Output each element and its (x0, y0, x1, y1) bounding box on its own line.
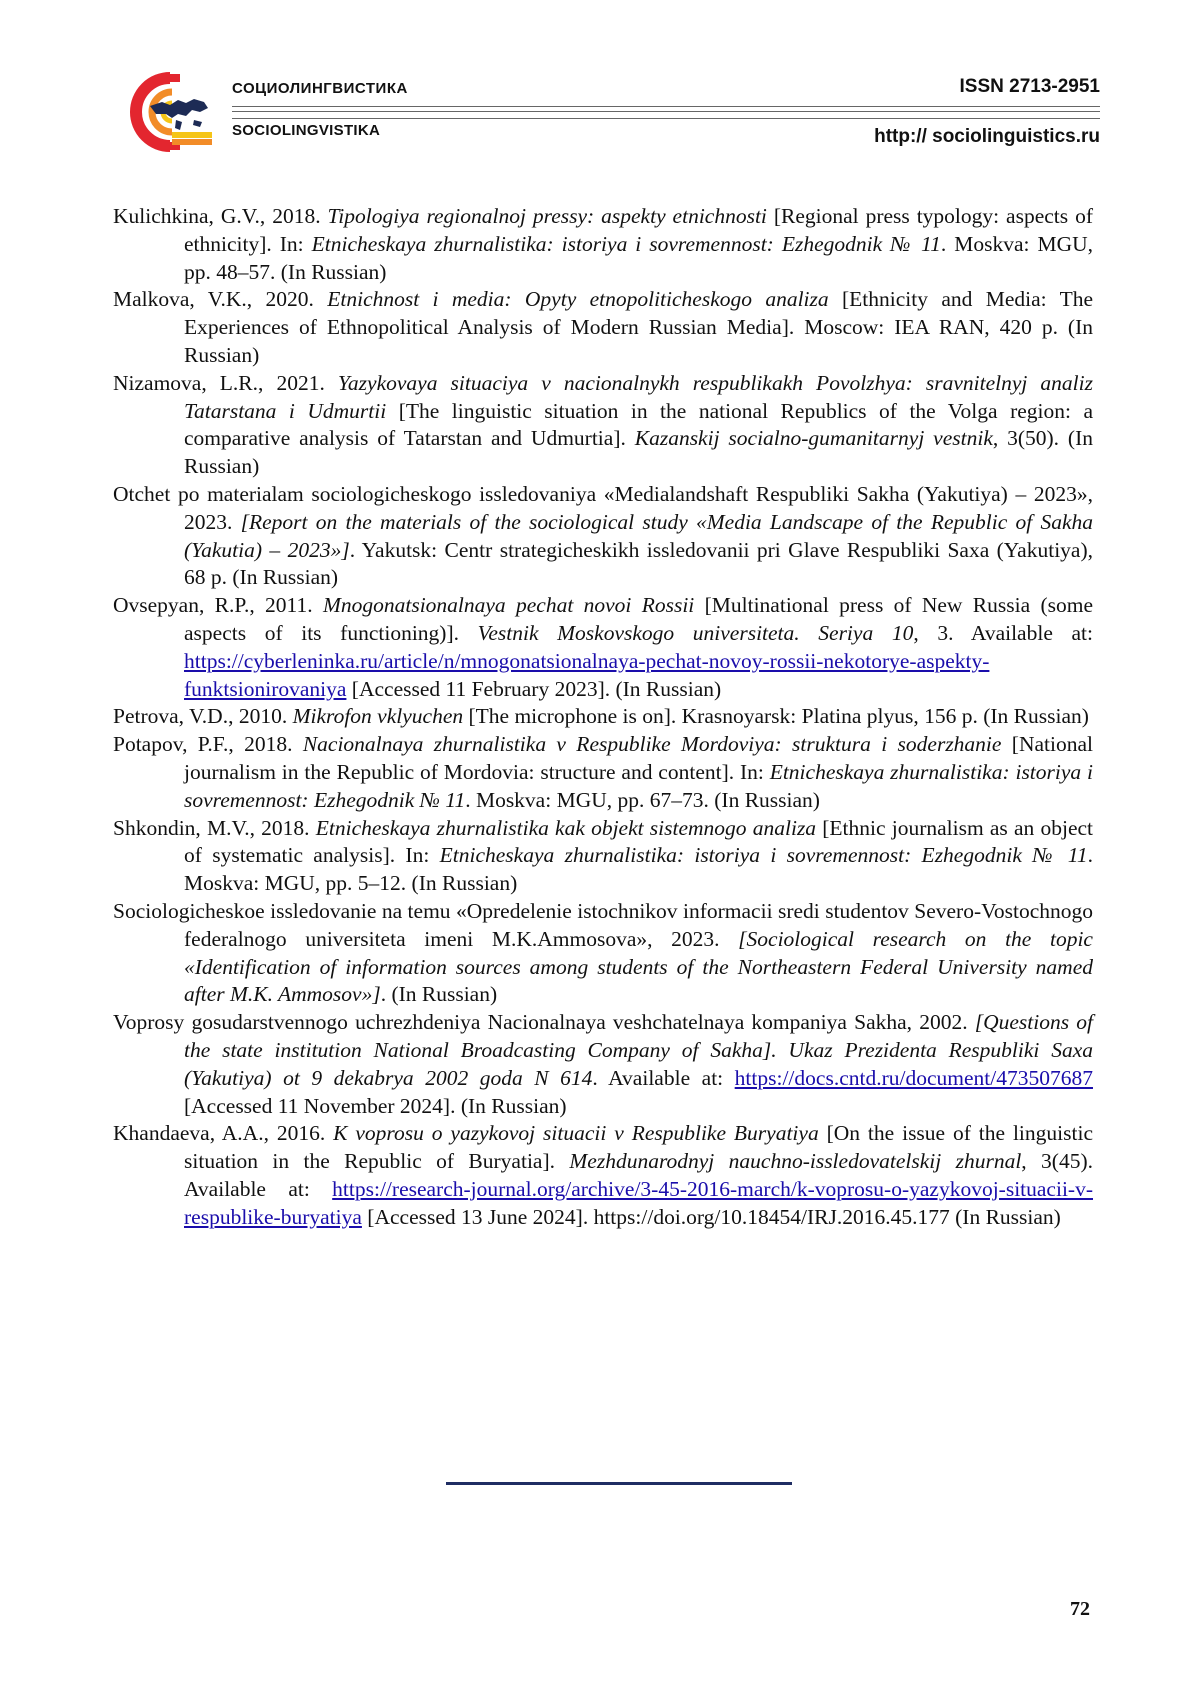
reference-text: . Available at: (592, 1065, 735, 1090)
reference-text: , 3. Available at: (913, 620, 1093, 645)
page-header (112, 72, 1100, 152)
reference-title-italic: Mnogonatsionalnaya pechat novoi Rossii (322, 593, 695, 618)
reference-title-italic: Vestnik Moskovskogo universiteta. Seriya 10 (477, 620, 914, 645)
reference-text: Nizamova, L.R., 2021. (113, 370, 338, 395)
end-divider (446, 1482, 792, 1485)
journal-title-russian: СОЦИОЛИНГВИСТИКА (232, 80, 408, 97)
reference-title-italic: Tipologiya regionalnoj pressy: aspekty etnichnosti (327, 204, 767, 228)
reference-text: , 3(50). (In Russian) (184, 426, 1093, 479)
reference-entry (113, 592, 1093, 703)
reference-title-italic: Etnicheskaya zhurnalistika kak objekt sistemnogo analiza (315, 815, 817, 840)
reference-text: Shkondin, M.V., 2018. (113, 815, 316, 840)
reference-title-italic: Etnicheskaya zhurnalistika: istoriya i sovremennost: Ezhegodnik № 11 (184, 759, 1093, 812)
reference-text: [Accessed 11 November 2024]. (In Russian) (184, 1093, 567, 1118)
reference-text: [Ethnicity and Media: The Experiences of Ethnopolitical Analysis of Modern Russian Media]. Moscow: IEA RAN, 420 p. (In Russian) (184, 287, 1093, 367)
reference-title-italic: K voprosu o yazykovoj situacii v Respublike Buryatiya (333, 1121, 819, 1146)
reference-text: [Accessed 11 February 2023]. (In Russian) (346, 676, 722, 701)
reference-text: . Moskva: MGU, pp. 67–73. (In Russian) (465, 787, 820, 812)
reference-text: . (In Russian) (380, 982, 498, 1007)
header-divider (232, 111, 1100, 112)
reference-text: , 3(45). Available at: (184, 1149, 1093, 1201)
reference-title-italic: [Report on the materials of the sociological study «Media Landscape of the Republic of Sakha (Yakutia) – 2023»] (184, 509, 1094, 562)
reference-title-italic: Yazykovaya situaciya v nacionalnykh respublikakh Povolzhya: sravnitelnyj analiz Tatarstana i Udmurtii (184, 370, 1093, 423)
header-divider (232, 118, 1100, 119)
reference-text: Otchet po materialam sociologicheskogo issledovaniya «Medialandshaft Respubliki Sakha (Yakutiya) – 2023», 2023. (113, 481, 1093, 534)
page-number: 72 (1070, 1598, 1090, 1620)
reference-text: Ovsepyan, R.P., 2011. (113, 593, 323, 618)
journal-title-english: SOCIOLINGVISTIKA (232, 122, 381, 139)
reference-link[interactable]: https://research-journal.org/archive/3-45-2016-march/k-voprosu-o-yazykovoj-situacii-v-respublike-buryatiya (184, 1176, 1093, 1229)
reference-text: [Regional press typology: aspects of ethnicity]. In: (184, 204, 1093, 256)
reference-title-italic: Etnichnost i media: Opyty etnopoliticheskogo analiza (327, 287, 829, 312)
reference-entry (113, 481, 1093, 592)
reference-entry (113, 898, 1093, 1009)
reference-text: Potapov, P.F., 2018. (113, 732, 303, 757)
reference-title-italic: Mezhdunarodnyj nauchno-issledovatelskij zhurnal (569, 1149, 1022, 1174)
journal-website: http:// sociolinguistics.ru (874, 126, 1100, 147)
reference-title-italic: Kazanskij socialno-gumanitarnyj vestnik (634, 426, 993, 451)
reference-text: . Moskva: MGU, pp. 5–12. (In Russian) (184, 843, 1094, 896)
reference-text: [The microphone is on]. Krasnoyarsk: Platina plyus, 156 p. (In Russian) (463, 704, 1089, 729)
reference-text: Voprosy gosudarstvennogo uchrezhdeniya Nacionalnaya veshchatelnaya kompaniya Sakha, 2002. (113, 1010, 975, 1035)
reference-text: Malkova, V.K., 2020. (113, 287, 328, 312)
reference-text: [Ethnic journalism as an object of systematic analysis]. In: (184, 815, 1093, 868)
reference-list (113, 203, 1093, 1231)
reference-text: . Yakutsk: Centr strategicheskikh issledovanii pri Glave Respubliki Saxa (Yakutiya), 68 p. (In Russian) (184, 537, 1093, 590)
reference-text: . Moskva: MGU, pp. 48–57. (In Russian) (184, 231, 1094, 284)
reference-link[interactable]: https://docs.cntd.ru/document/473507687 (734, 1065, 1093, 1090)
reference-entry (113, 286, 1093, 369)
reference-text: [The linguistic situation in the national Republics of the Volga region: a comparative analysis of Tatarstan and Udmurtia]. (184, 398, 1093, 451)
reference-entry (113, 203, 1093, 286)
reference-title-italic: Etnicheskaya zhurnalistika: istoriya i sovremennost: Ezhegodnik № 11 (311, 231, 941, 256)
reference-text: [On the issue of the linguistic situation in the Republic of Buryatia]. (184, 1121, 1093, 1174)
reference-text: Sociologicheskoe issledovanie na temu «Opredelenie istochnikov informacii sredi studentov Severo-Vostochnogo federalnogo universiteta imeni M.K.Ammosova», 2023. (113, 898, 1093, 951)
reference-text: [National journalism in the Republic of Mordovia: structure and content]. In: (184, 732, 1093, 784)
reference-title-italic: Mikrofon vklyuchen (292, 704, 464, 729)
reference-title-italic: [Sociological research on the topic «Identification of information sources among students of the Northeastern Federal University named after M.K. Ammosov»] (184, 926, 1093, 1007)
reference-entry (113, 815, 1093, 898)
reference-link[interactable]: https://cyberleninka.ru/article/n/mnogonatsionalnaya-pechat-novoy-rossii-nekotorye-aspekty-funktsionirovaniya (184, 648, 990, 701)
reference-title-italic: Nacionalnaya zhurnalistika v Respublike Mordoviya: struktura i soderzhanie (302, 732, 1002, 757)
reference-entry (113, 370, 1093, 481)
reference-title-italic: [Questions of the state institution National Broadcasting Company of Sakha]. Ukaz Prezidenta Respubliki Saxa (Yakutiya) ot 9 dekabrya 2002 goda N 614 (184, 1010, 1093, 1090)
header-divider (232, 106, 1100, 107)
reference-text: [Accessed 13 June 2024]. https://doi.org/10.18454/IRJ.2016.45.177 (In Russian) (361, 1204, 1061, 1229)
reference-text: Khandaeva, A.A., 2016. (113, 1121, 334, 1146)
issn-number: ISSN 2713-2951 (959, 76, 1100, 97)
reference-entry (113, 731, 1093, 814)
reference-entry (113, 1009, 1093, 1120)
reference-text: Petrova, V.D., 2010. (113, 704, 293, 729)
reference-text: [Multinational press of New Russia (some aspects of its functioning)]. (184, 593, 1093, 645)
reference-entry (113, 703, 1093, 731)
reference-entry (113, 1120, 1093, 1231)
journal-logo-icon (112, 72, 212, 152)
reference-title-italic: Etnicheskaya zhurnalistika: istoriya i sovremennost: Ezhegodnik № 11 (439, 843, 1088, 868)
reference-text: Kulichkina, G.V., 2018. (113, 204, 328, 228)
